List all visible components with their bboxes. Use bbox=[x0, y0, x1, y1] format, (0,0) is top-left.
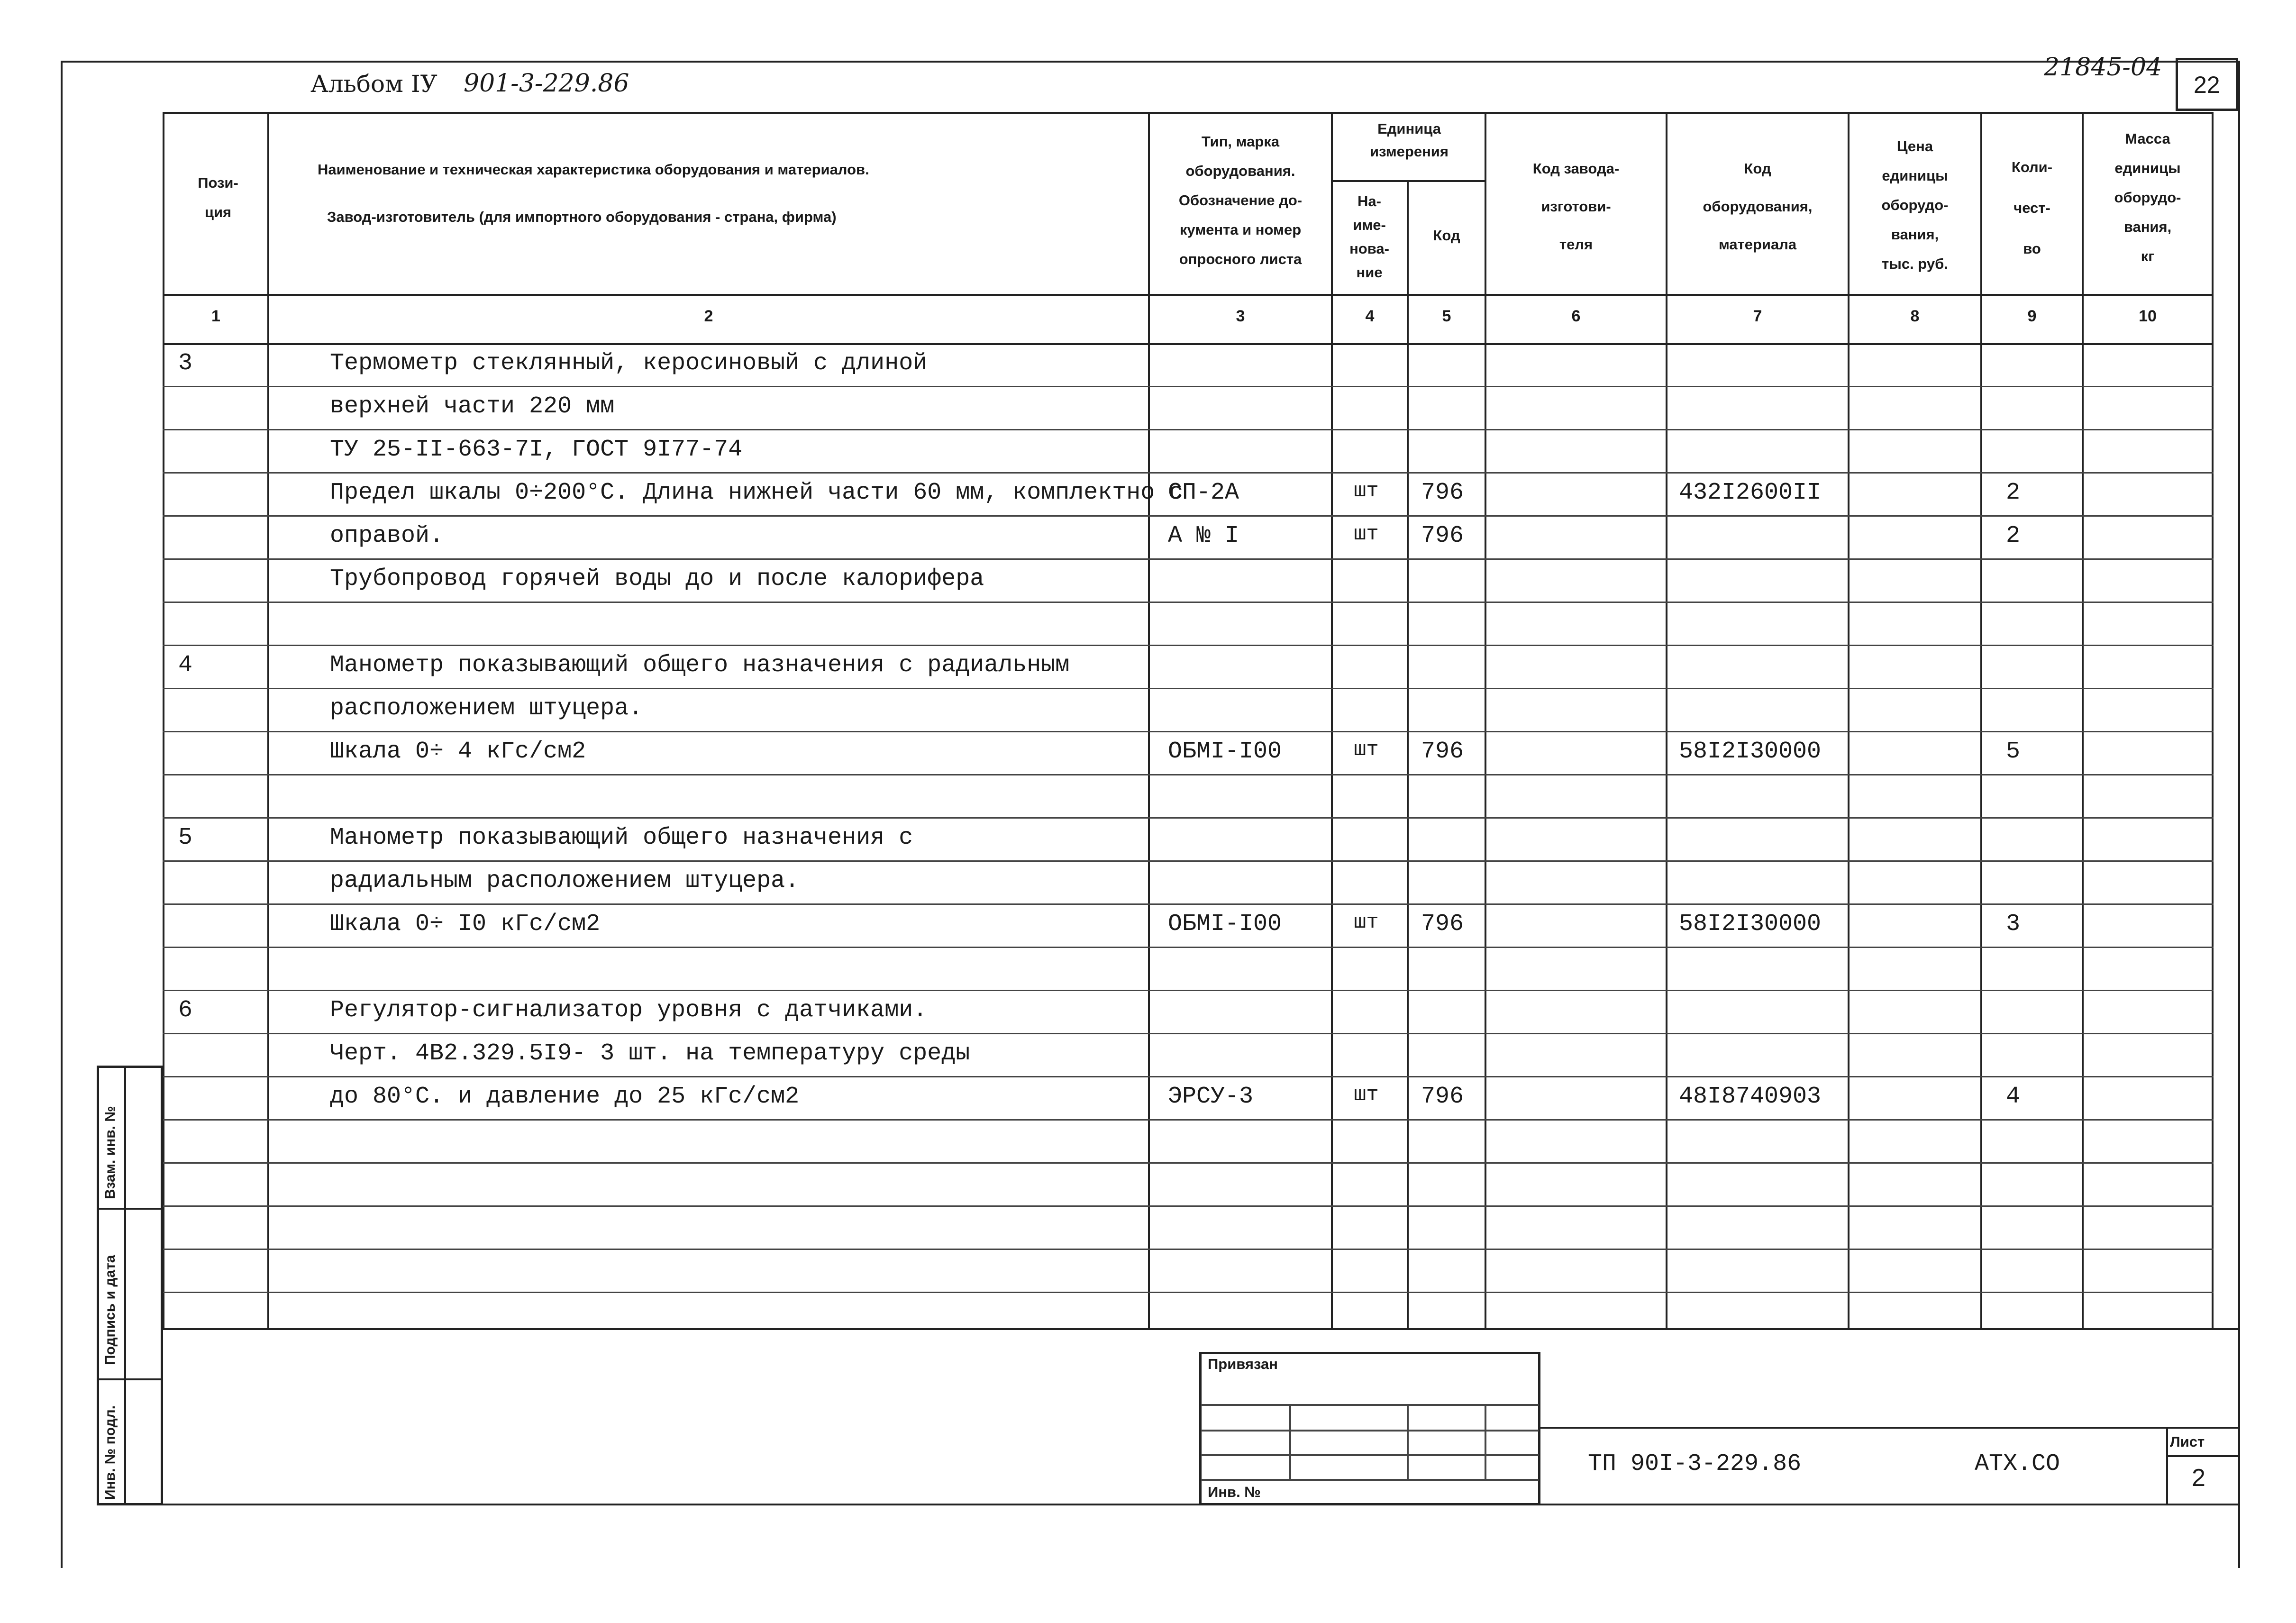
row-description: Предел шкалы 0÷200°С. Длина нижней части 60 мм, комплектно с bbox=[330, 479, 1184, 506]
sheet-box-left bbox=[2166, 1427, 2168, 1504]
row-description: Шкала 0÷ I0 кГс/см2 bbox=[330, 911, 601, 938]
unit-split-line bbox=[1331, 180, 1486, 182]
colnum-1: 1 bbox=[211, 307, 220, 325]
row-description: Черт. 4В2.329.5I9- 3 шт. на температуру среды bbox=[330, 1040, 970, 1067]
row-description: Манометр показывающий общего назначения с радиальным bbox=[330, 652, 1070, 679]
header-unit-code: Код bbox=[1433, 227, 1460, 244]
row-type: ЭРСУ-3 bbox=[1168, 1083, 1254, 1110]
bound-line-2 bbox=[1201, 1430, 1539, 1432]
row-line bbox=[163, 1033, 2214, 1034]
row-line bbox=[163, 860, 2214, 862]
bound-vline-2 bbox=[1407, 1404, 1409, 1480]
row-description: Трубопровод горячей воды до и после калорифера bbox=[330, 565, 984, 593]
header-position: Пози- ция bbox=[198, 174, 238, 220]
row-line bbox=[163, 731, 2214, 732]
colnum-2: 2 bbox=[704, 307, 713, 325]
row-quantity: 3 bbox=[2006, 911, 2021, 938]
colnum-8: 8 bbox=[1910, 307, 1920, 325]
header-unit-group: Единица измерения bbox=[1370, 120, 1449, 160]
row-description: радиальным расположением штуцера. bbox=[330, 867, 800, 894]
side-stamp-divider bbox=[124, 1066, 126, 1505]
bound-line-4 bbox=[1201, 1479, 1539, 1481]
header-mass: Масса единицы оборудо- вания, кг bbox=[2114, 130, 2181, 264]
row-description: Термометр стеклянный, керосиновый с длиной bbox=[330, 350, 928, 377]
header-factory-code: Код завода- изготови- теля bbox=[1532, 160, 1620, 253]
album-label: Альбом IУ bbox=[310, 70, 437, 98]
colnum-bottom-line bbox=[163, 343, 2214, 345]
row-line bbox=[163, 1119, 2214, 1121]
row-line bbox=[163, 817, 2214, 819]
bound-line-3 bbox=[1201, 1454, 1539, 1456]
colnum-3: 3 bbox=[1236, 307, 1245, 325]
empty-row-line bbox=[163, 1162, 2214, 1164]
row-unit-code: 796 bbox=[1421, 738, 1464, 765]
row-line bbox=[163, 558, 2214, 560]
empty-row-line bbox=[163, 1249, 2214, 1250]
row-line bbox=[163, 472, 2214, 474]
row-equipment-code: 58I2I30000 bbox=[1679, 911, 1822, 938]
row-description: Манометр показывающий общего назначения с bbox=[330, 824, 913, 851]
row-line bbox=[163, 602, 2214, 603]
row-unit-code: 796 bbox=[1421, 1083, 1464, 1110]
colnum-10: 10 bbox=[2139, 307, 2157, 325]
header-price: Цена единицы оборудо- вания, тыс. руб. bbox=[1881, 138, 1949, 272]
album-code: 901-3-229.86 bbox=[464, 69, 629, 98]
side-sign-date: Подпись и дата bbox=[102, 1255, 118, 1365]
row-quantity: 4 bbox=[2006, 1083, 2021, 1110]
row-description: верхней части 220 мм bbox=[330, 393, 615, 420]
header-equipment-code: Код оборудования, материала bbox=[1703, 160, 1813, 253]
colnum-9: 9 bbox=[2027, 307, 2037, 325]
header-name-line1: Наименование и техническая характеристика оборудования и материалов. bbox=[318, 161, 869, 178]
sheet-label: Лист bbox=[2170, 1433, 2205, 1450]
section-code: АТХ.СО bbox=[1975, 1450, 2060, 1477]
row-description: Регулятор-сигнализатор уровня с датчиками. bbox=[330, 997, 928, 1024]
row-line bbox=[163, 774, 2214, 775]
empty-row-line bbox=[163, 1292, 2214, 1293]
row-equipment-code: 58I2I30000 bbox=[1679, 738, 1822, 765]
col-line-4 bbox=[1407, 181, 1409, 1330]
document-code: ТП 90I-3-229.86 bbox=[1588, 1450, 1802, 1477]
inv-label: Инв. № bbox=[1208, 1484, 1261, 1500]
row-line bbox=[163, 1076, 2214, 1077]
row-unit-code: 796 bbox=[1421, 522, 1464, 549]
row-position: 3 bbox=[178, 350, 193, 377]
bound-line-1 bbox=[1201, 1404, 1539, 1406]
header-top-line bbox=[163, 112, 2214, 114]
header-name-line2: Завод-изготовитель (для импортного оборудования - страна, фирма) bbox=[327, 209, 837, 225]
row-unit: шт bbox=[1354, 1083, 1379, 1107]
row-line bbox=[163, 386, 2214, 387]
row-position: 4 bbox=[178, 652, 193, 679]
row-description: Шкала 0÷ 4 кГс/см2 bbox=[330, 738, 586, 765]
row-quantity: 2 bbox=[2006, 522, 2021, 549]
colnum-6: 6 bbox=[1571, 307, 1581, 325]
sheet-number: 2 bbox=[2192, 1464, 2205, 1492]
row-line bbox=[163, 903, 2214, 905]
colnum-5: 5 bbox=[1442, 307, 1451, 325]
colnum-4: 4 bbox=[1365, 307, 1375, 325]
header-bottom-line bbox=[163, 294, 2214, 296]
header-type: Тип, марка оборудования. Обозначение до- кумента и номер опросного листа bbox=[1178, 133, 1303, 267]
row-type: ОБМI-I00 bbox=[1168, 911, 1282, 938]
sheet-box-divider bbox=[2166, 1455, 2240, 1457]
outer-top-border bbox=[62, 61, 2240, 63]
row-type: А № I bbox=[1168, 522, 1239, 549]
row-unit-code: 796 bbox=[1421, 479, 1464, 506]
page-number: 22 bbox=[2194, 72, 2220, 98]
colnum-7: 7 bbox=[1753, 307, 1762, 325]
table-bottom-line bbox=[163, 1328, 2240, 1330]
header-unit-name: На- име- нова- ние bbox=[1349, 193, 1389, 281]
row-unit: шт bbox=[1354, 911, 1379, 934]
row-description: до 80°С. и давление до 25 кГс/см2 bbox=[330, 1083, 800, 1110]
row-line bbox=[163, 990, 2214, 991]
row-line bbox=[163, 515, 2214, 517]
side-inv-original: Инв. № подл. bbox=[102, 1405, 118, 1500]
header-quantity: Коли- чест- во bbox=[2011, 159, 2053, 257]
bound-label: Привязан bbox=[1208, 1356, 1278, 1372]
side-inv-replace: Взам. инв. № bbox=[102, 1106, 118, 1199]
bound-stamp-frame bbox=[1199, 1352, 1540, 1505]
row-description: ТУ 25-II-663-7I, ГОСТ 9I77-74 bbox=[330, 436, 743, 463]
row-line bbox=[163, 645, 2214, 646]
row-unit: шт bbox=[1354, 479, 1379, 503]
row-description: расположением штуцера. bbox=[330, 695, 643, 722]
archive-number: 21845-04 bbox=[2044, 53, 2162, 82]
outer-right-border bbox=[2238, 61, 2240, 1568]
bound-vline-3 bbox=[1485, 1404, 1486, 1480]
row-description: оправой. bbox=[330, 522, 444, 549]
side-stamp-line-1 bbox=[97, 1208, 163, 1210]
row-unit-code: 796 bbox=[1421, 911, 1464, 938]
row-line bbox=[163, 429, 2214, 430]
row-line bbox=[163, 947, 2214, 948]
side-stamp-line-2 bbox=[97, 1378, 163, 1380]
empty-row-line bbox=[163, 1205, 2214, 1207]
bound-vline-1 bbox=[1289, 1404, 1291, 1480]
row-line bbox=[163, 688, 2214, 689]
row-type: СП-2А bbox=[1168, 479, 1239, 506]
row-unit: шт bbox=[1354, 522, 1379, 546]
row-position: 5 bbox=[178, 824, 193, 851]
row-quantity: 5 bbox=[2006, 738, 2021, 765]
row-position: 6 bbox=[178, 997, 193, 1024]
row-equipment-code: 432I2600II bbox=[1679, 479, 1822, 506]
row-quantity: 2 bbox=[2006, 479, 2021, 506]
row-equipment-code: 48I8740903 bbox=[1679, 1083, 1822, 1110]
outer-left-border bbox=[61, 61, 63, 1568]
row-unit: шт bbox=[1354, 738, 1379, 762]
title-code-top-line bbox=[1540, 1427, 2240, 1429]
row-type: ОБМI-I00 bbox=[1168, 738, 1282, 765]
